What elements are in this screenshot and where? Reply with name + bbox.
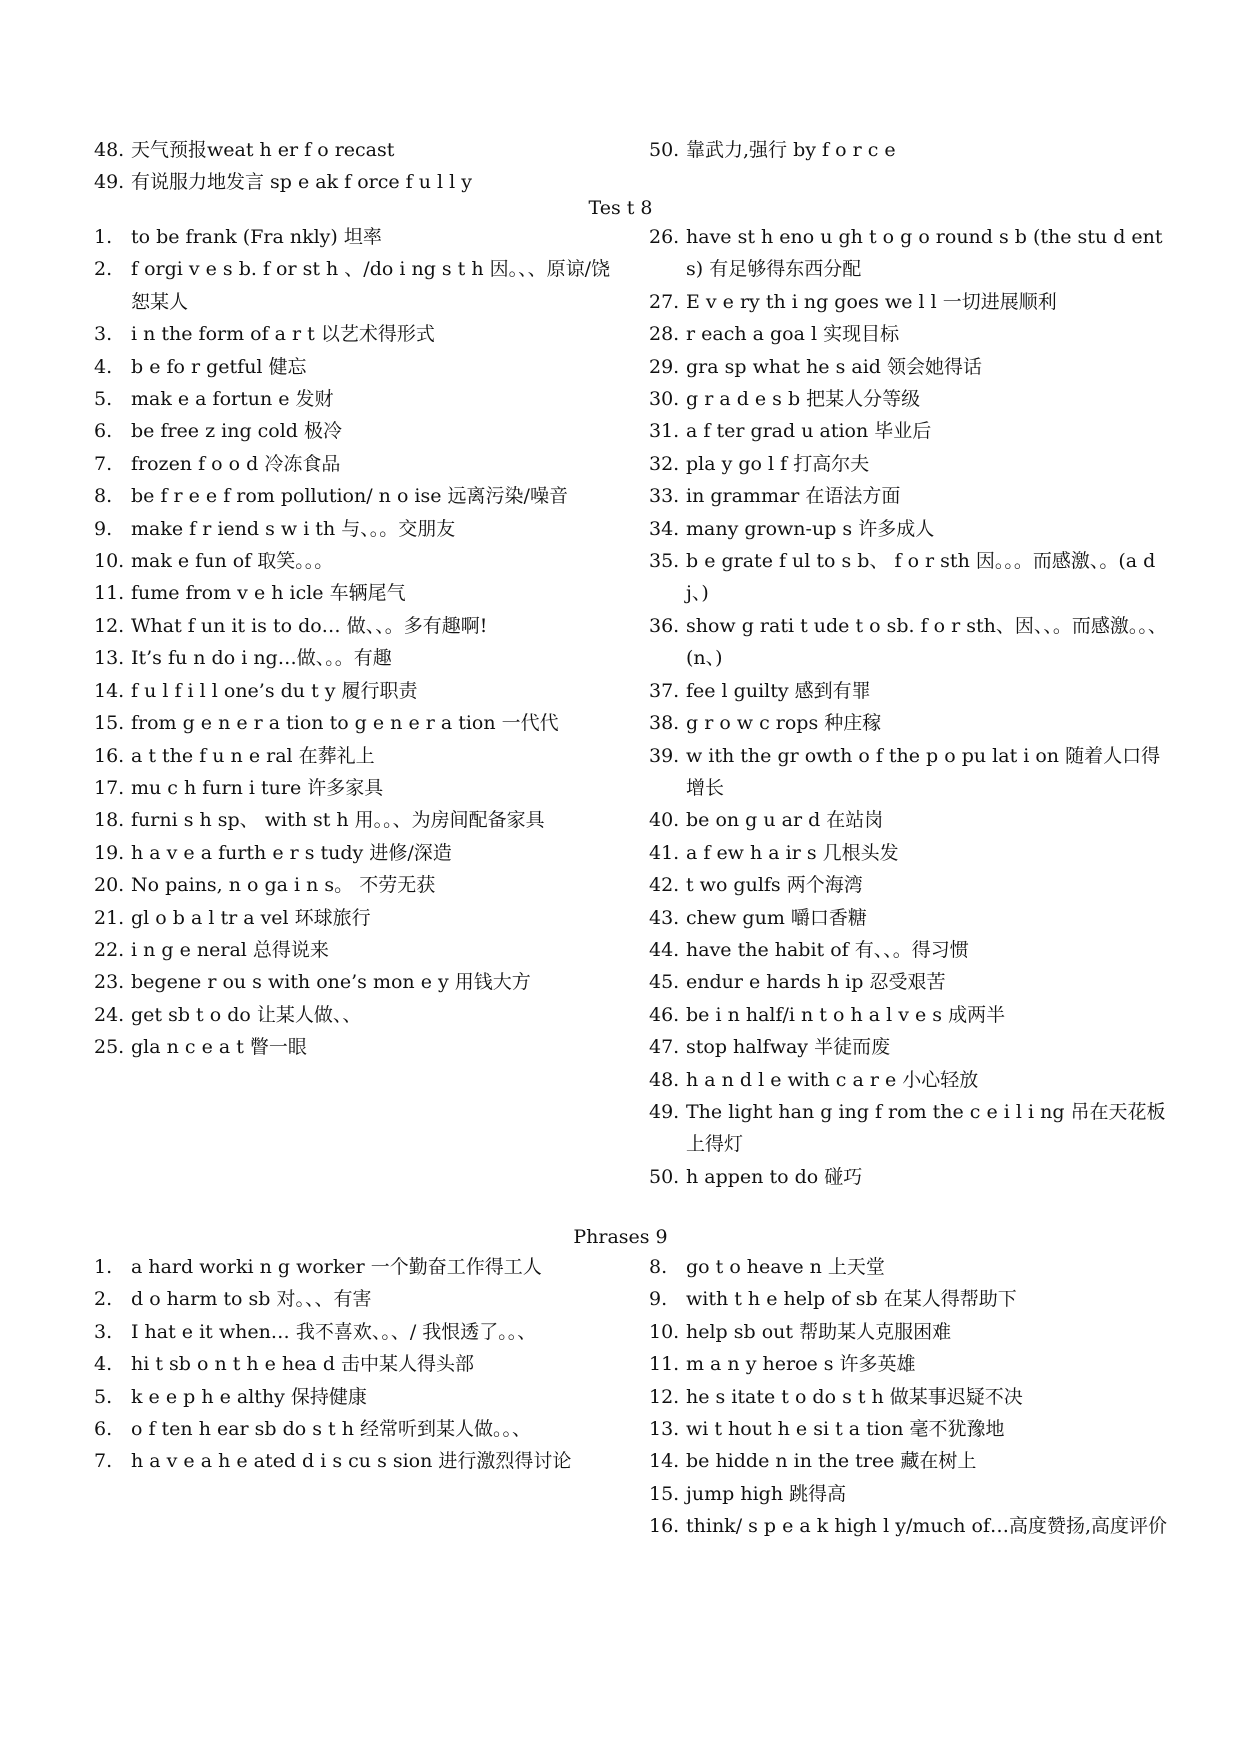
list-item: 48. h a n d l e with c a r e 小心轻放 [649, 1068, 979, 1091]
list-item: 12. What f un it is to do… 做、、。多有趣啊! [94, 614, 488, 637]
list-item: 23. begene r ou s with one’s mon e y 用钱大方 [94, 971, 531, 994]
list-item: 7. frozen f o o d 冷冻食品 [94, 452, 341, 475]
list-item: 6. be free z ing cold 极冷 [94, 420, 343, 443]
section-continuation [94, 134, 1174, 199]
list-item: 10. help sb out 帮助某人克服困难 [649, 1320, 952, 1343]
list-item: 7. h a v e a h e ated d i s cu s sion 进行激烈得讨论 [94, 1450, 572, 1473]
list-item: 15. from g e n e r a tion to g e n e r a tion 一代代 [94, 712, 559, 735]
list-item: 43. chew gum 嚼口香糖 [649, 906, 867, 929]
list-item: 14. be hidde n in the tree 藏在树上 [649, 1450, 977, 1473]
list-item: 39. w ith the gr owth o f the p o pu lat i on 随着人口得增长 [649, 744, 1161, 799]
list-item: 1. to be frank (Fra nkly) 坦率 [94, 226, 382, 248]
list-item: 17. mu c h furn i ture 许多家具 [94, 776, 384, 799]
list-item: 46. be i n half/i n t o h a l v e s 成两半 [649, 1003, 1006, 1026]
list-item: 48. 天气预报weat h er f o recast [94, 139, 395, 161]
list-item: 3. i n the form of a r t 以艺术得形式 [94, 323, 435, 346]
section-test-8 [94, 221, 1174, 1193]
list-item: 29. gra sp what he s aid 领会她得话 [649, 355, 982, 378]
list-item: 40. be on g u ar d 在站岗 [649, 809, 884, 832]
list-item: 13. wi t hout h e si t a tion 毫不犹豫地 [649, 1418, 1005, 1441]
list-item: 20. No pains, n o ga i n s。 不劳无获 [94, 874, 436, 897]
list-item: 22. i n g e neral 总得说来 [94, 938, 329, 961]
list-item: 18. furni s h sp、 with st h 用。。、为房间配备家具 [94, 809, 545, 832]
list-item: 21. gl o b a l tr a vel 环球旅行 [94, 906, 371, 929]
right-column [649, 221, 1174, 1193]
list-item: 9. with t h e help of sb 在某人得帮助下 [649, 1288, 1017, 1311]
list-item: 41. a f ew h a ir s 几根头发 [649, 841, 899, 864]
list-item: 31. a f ter grad u ation 毕业后 [649, 420, 932, 443]
list-item: 5. mak e a fortun e 发财 [94, 388, 334, 411]
list-item: 1. a hard worki n g worker 一个勤奋工作得工人 [94, 1256, 542, 1278]
list-item: 6. o f ten h ear sb do s t h 经常听到某人做。。、 [94, 1418, 532, 1441]
list-item: 28. r each a goa l 实现目标 [649, 323, 900, 346]
list-item: 37. fee l guilty 感到有罪 [649, 679, 871, 702]
section-heading-test-8: Tes t 8 [588, 197, 653, 219]
list-item: 2. d o harm to sb 对。、、有害 [94, 1288, 372, 1311]
list-item: 50. h appen to do 碰巧 [649, 1165, 863, 1188]
list-item: 14. f u l f i l l one’s du t y 履行职责 [94, 679, 418, 702]
right-column [649, 1251, 1174, 1543]
list-item: 27. E v e ry th i ng goes we l l 一切进展顺利 [649, 290, 1057, 313]
list-item: 35. b e grate f ul to s b、 f o r sth 因。。。而感激、。(a d j、) [649, 550, 1156, 605]
list-item: 3. I hat e it when… 我不喜欢、。、/ 我恨透了。。、 [94, 1320, 537, 1343]
list-item: 16. think/ s p e a k high l y/much of…高度赞扬,高度评价 [649, 1515, 1168, 1538]
list-item: 5. k e e p h e althy 保持健康 [94, 1385, 367, 1408]
list-item: 30. g r a d e s b 把某人分等级 [649, 388, 921, 411]
list-item: 45. endur e hards h ip 忍受艰苦 [649, 971, 946, 994]
list-item: 10. mak e fun of 取笑。。。 [94, 550, 334, 573]
list-item: 32. pla y go l f 打高尔夫 [649, 452, 870, 475]
list-item: 24. get sb t o do 让某人做、、 [94, 1003, 362, 1026]
list-item: 11. fume from v e h icle 车辆尾气 [94, 582, 406, 605]
list-item: 4. b e fo r getful 健忘 [94, 355, 307, 378]
list-item: 49. The light han g ing f rom the c e i l i ng 吊在天花板上得灯 [649, 1100, 1166, 1156]
list-item: 38. g r o w c rops 种庄稼 [649, 712, 882, 735]
left-column [94, 221, 619, 1193]
list-item: 34. many grown-up s 许多成人 [649, 517, 935, 540]
list-item: 25. gla n c e a t 瞥一眼 [94, 1036, 307, 1059]
list-item: 13. It’s fu n do i ng…做、。。有趣 [94, 647, 392, 670]
list-item: 49. 有说服力地发言 sp e ak f orce f u l l y [94, 171, 472, 194]
list-item: 8. go t o heave n 上天堂 [649, 1256, 885, 1278]
list-item: 42. t wo gulfs 两个海湾 [649, 874, 863, 897]
list-item: 36. show g rati t ude t o sb. f o r sth、因、、。而感激。。、(n、) [649, 614, 1167, 670]
list-item: 12. he s itate t o do s t h 做某事迟疑不决 [649, 1385, 1023, 1408]
list-item: 4. hi t sb o n t h e hea d 击中某人得头部 [94, 1353, 475, 1376]
left-column [94, 1251, 619, 1543]
left-column [94, 134, 619, 199]
list-item: 8. be f r e e f rom pollution/ n o ise 远离污染/噪音 [94, 485, 568, 508]
list-item: 47. stop halfway 半徒而废 [649, 1036, 891, 1059]
list-item: 9. make f r iend s w i th 与、。。交朋友 [94, 517, 456, 540]
section-heading-phrases-9: Phrases 9 [573, 1226, 668, 1248]
list-item: 26. have st h eno u gh t o g o round s b (the stu d ent s) 有足够得东西分配 [649, 226, 1163, 281]
list-item: 2. f orgi v e s b. f or st h 、/do i ng s t h 因。、、原谅/饶恕某人 [94, 258, 611, 313]
list-item: 11. m a n y heroe s 许多英雄 [649, 1353, 916, 1376]
list-item: 44. have the habit of 有、、。得习惯 [649, 938, 969, 961]
list-item: 15. jump high 跳得高 [649, 1482, 847, 1505]
section-phrases-9 [94, 1251, 1174, 1543]
list-item: 50. 靠武力,强行 by f o r c e [649, 139, 896, 161]
list-item: 16. a t the f u n e ral 在葬礼上 [94, 744, 375, 767]
right-column [649, 134, 1174, 199]
list-item: 33. in grammar 在语法方面 [649, 485, 901, 508]
list-item: 19. h a v e a furth e r s tudy 进修/深造 [94, 841, 452, 864]
